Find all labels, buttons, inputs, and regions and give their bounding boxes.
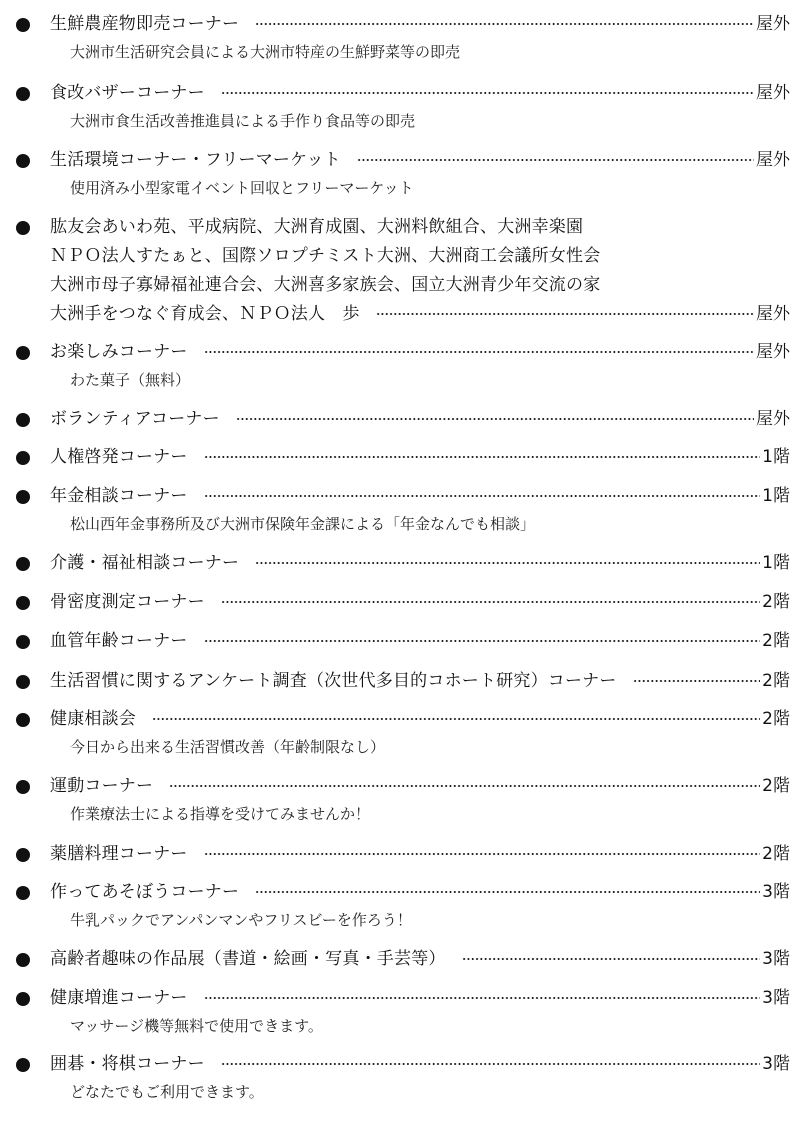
entry-title-line [0,707,800,733]
bullet-icon [16,596,30,610]
entry-continuation-line [0,273,800,299]
bullet-icon [16,713,30,727]
entry-title-line [0,590,800,616]
corner-description: マッサージ機等無料で使用できます。 [70,1017,323,1035]
corner-description: 使用済み小型家電イベント回収とフリーマーケット [70,179,414,197]
entry-title-line [0,842,800,868]
corner-title: 食改バザーコーナー [50,83,205,103]
location-label: 3階 [762,882,790,902]
entry-title-line [0,774,800,800]
dot-leader [357,154,754,166]
corner-title: 血管年齢コーナー [50,631,188,651]
corner-title: 作ってあそぼうコーナー [50,882,240,902]
location-label: 2階 [762,776,790,796]
corner-title: 肱友会あいわ苑、平成病院、大洲育成園、大洲料飲組合、大洲幸楽園 [50,217,584,237]
location-label: 2階 [762,844,790,864]
entry-title-line [0,484,800,510]
corner-title: 骨密度測定コーナー [50,592,205,612]
dot-leader [204,346,754,358]
corner-description: 今日から出来る生活習慣改善（年齢制限なし） [70,738,386,756]
bullet-icon [16,154,30,168]
bullet-icon [16,780,30,794]
location-label: 屋外 [756,14,790,34]
corner-title: 囲碁・将棋コーナー [50,1054,205,1074]
corner-title: お楽しみコーナー [50,342,188,362]
entry-continuation-line [0,244,800,270]
corner-description: 牛乳パックでアンパンマンやフリスビーを作ろう！ [70,911,412,929]
corner-title: 健康相談会 [50,709,136,729]
corner-title: 年金相談コーナー [50,486,188,506]
location-label: 1階 [762,447,790,467]
bullet-icon [16,848,30,862]
entry-title-line [0,407,800,433]
corner-description: わた菓子（無料） [70,371,191,389]
bullet-icon [16,557,30,571]
corner-title: 生活環境コーナー・フリーマーケット [50,150,341,170]
location-label: 3階 [762,1054,790,1074]
location-label: 1階 [762,553,790,573]
dot-leader [255,557,760,569]
dot-leader [462,953,761,965]
corner-description: どなたでもご利用できます。 [70,1083,264,1101]
entry-title-line [0,551,800,577]
location-label: 屋外 [756,409,790,429]
dot-leader [255,886,760,898]
corner-description: 大洲市食生活改善推進員による手作り食品等の即売 [70,112,416,130]
dot-leader [204,490,761,502]
corner-description: 松山西年金事務所及び大洲市保険年金課による「年金なんでも相談」 [70,515,536,533]
corner-title: 生活習慣に関するアンケート調査（次世代多目的コホート研究）コーナー [50,671,617,691]
dot-leader [633,675,761,687]
corner-title-continued: 大洲手をつなぐ育成会、ＮＰＯ法人 歩 [50,304,360,324]
bullet-icon [16,413,30,427]
entry-title-line [0,340,800,366]
location-label: 屋外 [756,342,790,362]
bullet-icon [16,886,30,900]
bullet-icon [16,635,30,649]
location-label: 屋外 [756,83,790,103]
corner-description: 作業療法士による指導を受けてみませんか！ [70,805,371,823]
dot-leader [376,308,754,320]
corner-title: 人権啓発コーナー [50,447,188,467]
dot-leader [204,451,761,463]
location-label: 3階 [762,988,790,1008]
entry-title-line [0,880,800,906]
corner-title: 高齢者趣味の作品展（書道・絵画・写真・手芸等） [50,949,446,969]
bullet-icon [16,953,30,967]
location-label: 屋外 [756,304,790,324]
corner-title: 薬膳料理コーナー [50,844,188,864]
dot-leader [204,848,761,860]
corner-description: 大洲市生活研究会員による大洲市特産の生鮮野菜等の即売 [70,43,461,61]
corner-title: 生鮮農産物即売コーナー [50,14,240,34]
bullet-icon [16,675,30,689]
entry-continuation-line [0,302,800,328]
entry-title-line [0,148,800,174]
entry-title-line [0,669,800,695]
entry-title-line [0,947,800,973]
dot-leader [169,780,760,792]
entry-title-line [0,81,800,107]
corner-title-continued: ＮＰＯ法人すたぁと、国際ソロプチミスト大洲、大洲商工会議所女性会 [50,246,601,266]
corner-title: ボランティアコーナー [50,409,220,429]
dot-leader [204,635,761,647]
bullet-icon [16,992,30,1006]
entry-title-line [0,215,800,241]
location-label: 3階 [762,949,790,969]
location-label: 2階 [762,709,790,729]
bullet-icon [16,87,30,101]
bullet-icon [16,451,30,465]
location-label: 2階 [762,631,790,651]
dot-leader [236,413,754,425]
corner-title: 運動コーナー [50,776,154,796]
bullet-icon [16,1058,30,1072]
location-label: 1階 [762,486,790,506]
dot-leader [152,713,760,725]
bullet-icon [16,490,30,504]
location-label: 2階 [762,671,790,691]
location-label: 2階 [762,592,790,612]
corner-title: 健康増進コーナー [50,988,188,1008]
bullet-icon [16,221,30,235]
bullet-icon [16,18,30,32]
entry-title-line [0,12,800,38]
location-label: 屋外 [756,150,790,170]
entry-title-line [0,1052,800,1078]
dot-leader [255,18,754,30]
entry-title-line [0,629,800,655]
corner-title-continued: 大洲市母子寡婦福祉連合会、大洲喜多家族会、国立大洲青少年交流の家 [50,275,601,295]
dot-leader [221,1058,760,1070]
corner-title: 介護・福祉相談コーナー [50,553,240,573]
entry-title-line [0,986,800,1012]
dot-leader [204,992,761,1004]
entry-title-line [0,445,800,471]
dot-leader [221,87,754,99]
dot-leader [221,596,760,608]
bullet-icon [16,346,30,360]
